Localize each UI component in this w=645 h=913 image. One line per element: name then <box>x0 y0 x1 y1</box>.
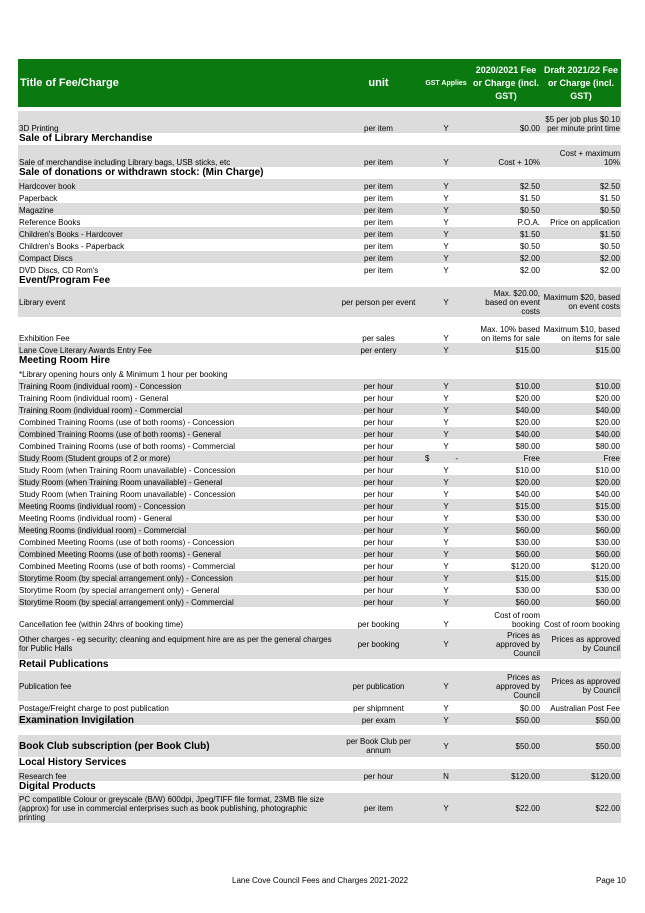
table-row <box>18 321 621 343</box>
fee-2020-2021: $0.50 <box>519 242 540 251</box>
table-row <box>18 343 621 355</box>
gst-applies: Y <box>443 418 449 427</box>
fee-unit: per hour <box>363 562 394 571</box>
gst-applies: Y <box>421 713 471 725</box>
fee-title: Combined Meeting Rooms (use of both rooms) - Commercial <box>19 562 236 571</box>
fee-unit: per hour <box>336 499 421 511</box>
fee-2021-2022: $120.00 <box>541 769 621 781</box>
fee-title: Research fee <box>18 769 336 781</box>
fee-2021-2022: Australian Post Fee <box>550 704 620 713</box>
table-row <box>18 701 621 713</box>
fee-unit: per item <box>336 145 421 167</box>
gst-applies: Y <box>443 394 449 403</box>
table-row <box>18 629 621 659</box>
fee-title: Combined Training Rooms (use of both rooms) - Concession <box>19 418 235 427</box>
fee-2020-2021: $2.00 <box>519 266 540 275</box>
section-heading: Digital Products <box>19 781 96 792</box>
table-row <box>18 287 621 317</box>
table-row <box>18 559 621 571</box>
fee-unit: per hour <box>336 595 421 607</box>
fee-unit: per hour <box>363 514 394 523</box>
gst-applies: Y <box>421 111 471 133</box>
fee-unit: per item <box>336 251 421 263</box>
gst-applies: Y <box>443 562 449 571</box>
section-heading: Local History Services <box>19 757 127 768</box>
table-row <box>18 499 621 511</box>
fee-2020-2021: $60.00 <box>471 547 541 559</box>
fee-unit: per hour <box>336 571 421 583</box>
gst-applies: Y <box>443 266 449 275</box>
header-title: Title of Fee/Charge <box>18 59 336 107</box>
table-row <box>18 671 621 701</box>
table-row <box>18 191 621 203</box>
spacer-row <box>18 725 621 735</box>
fee-2021-2022: $40.00 <box>541 427 621 439</box>
fee-title: Paperback <box>19 194 58 203</box>
fee-2020-2021: $30.00 <box>515 586 540 595</box>
fee-2020-2021: $120.00 <box>471 769 541 781</box>
fee-unit: per item <box>364 242 393 251</box>
fee-unit: per item <box>336 203 421 215</box>
fee-2020-2021: $0.00 <box>471 111 541 133</box>
table-row <box>18 203 621 215</box>
fee-title: Storytime Room (by special arrangement only) - Concession <box>18 571 336 583</box>
gst-applies: Y <box>421 523 471 535</box>
fee-unit: per hour <box>363 394 394 403</box>
fee-2020-2021: $0.50 <box>471 203 541 215</box>
fee-unit: per item <box>336 227 421 239</box>
fee-unit: per item <box>336 111 421 133</box>
fee-title: Storytime Room (by special arrangement only) - General <box>19 586 220 595</box>
table-row <box>18 111 621 133</box>
table-row <box>18 475 621 487</box>
gst-applies: Y <box>421 287 471 317</box>
fee-title: Library event <box>18 287 336 317</box>
fee-title: Study Room (Student groups of 2 or more) <box>18 451 336 463</box>
fee-2020-2021: $120.00 <box>511 562 540 571</box>
fee-2021-2022: Maximum $20, based on event costs <box>541 287 621 317</box>
fee-2021-2022: $0.50 <box>599 242 620 251</box>
gst-applies: Y <box>421 427 471 439</box>
table-row <box>18 607 621 629</box>
gst-applies: Y <box>421 251 471 263</box>
table-row <box>18 535 621 547</box>
fee-unit: per booking <box>357 620 400 629</box>
fee-unit: per person per event <box>336 287 421 317</box>
fee-2021-2022: $120.00 <box>591 562 620 571</box>
fee-title: Meeting Rooms (individual room) - Concession <box>18 499 336 511</box>
fees-table-sheet <box>18 59 621 823</box>
fee-2020-2021: $50.00 <box>471 735 541 757</box>
gst-applies: Y <box>421 403 471 415</box>
fee-title: Lane Cove Literary Awards Entry Fee <box>18 343 336 355</box>
fee-unit: per hour <box>336 769 421 781</box>
fee-title: Meeting Rooms (individual room) - Commercial <box>18 523 336 535</box>
fee-2020-2021: $15.00 <box>471 343 541 355</box>
fee-unit: per item <box>364 266 393 275</box>
fee-title: Combined Training Rooms (use of both rooms) - Commercial <box>19 442 236 451</box>
fee-2020-2021: $30.00 <box>515 538 540 547</box>
fee-2021-2022: $20.00 <box>595 418 620 427</box>
fee-title: PC compatible Colour or greyscale (B/W) 600dpi, Jpeg/TIFF file format, 23MB file size (approx) for use in commercial enterprises such as book publishing, photographic printing <box>18 793 336 823</box>
fee-2021-2022: $30.00 <box>595 586 620 595</box>
table-row <box>18 215 621 227</box>
gst-applies: Y <box>421 793 471 823</box>
table-row <box>18 145 621 167</box>
fee-2020-2021: $30.00 <box>515 514 540 523</box>
table-row <box>18 451 621 463</box>
fee-2020-2021: $15.00 <box>471 571 541 583</box>
fee-2020-2021: $80.00 <box>515 442 540 451</box>
fee-2020-2021: $40.00 <box>471 403 541 415</box>
fee-title: Compact Discs <box>18 251 336 263</box>
table-row <box>18 239 621 251</box>
fees-table <box>18 59 621 823</box>
fee-unit: per hour <box>363 538 394 547</box>
fee-2021-2022: $0.50 <box>541 203 621 215</box>
fee-title: Training Room (individual room) - General <box>19 394 169 403</box>
fee-2020-2021: Prices as approved by Council <box>471 629 541 659</box>
fee-2020-2021: $15.00 <box>471 499 541 511</box>
note-text: *Library opening hours only & Minimum 1 hour per booking <box>19 370 228 379</box>
gst-applies: N <box>421 769 471 781</box>
table-row <box>18 713 621 725</box>
fee-unit: per publication <box>336 671 421 701</box>
gst-applies: Y <box>421 629 471 659</box>
fee-title: Reference Books <box>19 218 81 227</box>
fee-title: Other charges - eg security; cleaning and equipment hire are as per the general charges for Public Halls <box>18 629 336 659</box>
gst-applies: Y <box>443 586 449 595</box>
gst-applies: Y <box>421 145 471 167</box>
gst-applies: Y <box>443 514 449 523</box>
spacer-cell <box>18 725 621 735</box>
fee-2021-2022: $15.00 <box>541 571 621 583</box>
table-row <box>18 263 621 275</box>
table-row <box>18 415 621 427</box>
fee-unit: per hour <box>363 466 394 475</box>
fee-title: Storytime Room (by special arrangement only) - Commercial <box>18 595 336 607</box>
fee-title: DVD Discs, CD Rom's <box>19 266 99 275</box>
table-row <box>18 251 621 263</box>
fee-title: Cancellation fee (within 24hrs of booking time) <box>19 620 184 629</box>
section-heading-row <box>18 757 621 769</box>
table-row <box>18 487 621 499</box>
page-number: Page 10 <box>596 876 626 885</box>
fee-2021-2022: $40.00 <box>595 490 620 499</box>
gst-applies: Y <box>443 620 449 629</box>
fee-2021-2022: Price on application <box>550 218 620 227</box>
gst-applies: Y <box>421 227 471 239</box>
fee-2020-2021: $50.00 <box>471 713 541 725</box>
fee-unit: per entery <box>336 343 421 355</box>
fee-title: Postage/Freight charge to post publication <box>19 704 169 713</box>
gst-applies: Y <box>421 179 471 191</box>
fee-title: Sale of merchandise including Library bags, USB sticks, etc <box>18 145 336 167</box>
fee-2020-2021: Cost of room booking <box>494 611 540 629</box>
section-heading: Retail Publications <box>19 659 109 670</box>
fee-2021-2022: Cost of room booking <box>543 620 620 629</box>
fee-title: Meeting Rooms (individual room) - General <box>19 514 172 523</box>
fee-title: Study Room (when Training Room unavailable) - Concession <box>19 466 236 475</box>
fee-title: Magazine <box>18 203 336 215</box>
section-heading-row <box>18 167 621 179</box>
gst-dash: - <box>455 454 458 463</box>
fee-2021-2022: $1.50 <box>599 194 620 203</box>
header-fee-2021: 2020/2021 Fee or Charge (incl. GST) <box>471 59 541 107</box>
fee-title: Training Room (individual room) - Concession <box>18 379 336 391</box>
gst-applies: Y <box>443 538 449 547</box>
header-gst: GST Applies <box>421 59 471 107</box>
gst-applies: Y <box>421 735 471 757</box>
fee-2021-2022: Cost + maximum 10% <box>541 145 621 167</box>
fee-2020-2021: $40.00 <box>471 427 541 439</box>
gst-applies: Y <box>443 490 449 499</box>
fee-unit: per hour <box>363 490 394 499</box>
fee-unit: per hour <box>336 475 421 487</box>
table-row <box>18 769 621 781</box>
table-row <box>18 571 621 583</box>
gst-applies: Y <box>443 194 449 203</box>
fee-unit: per item <box>336 179 421 191</box>
fee-2020-2021: Prices as approved by Council <box>471 671 541 701</box>
fee-unit: per sales <box>362 334 395 343</box>
fee-title: Study Room (when Training Room unavailable) - General <box>18 475 336 487</box>
header-unit: unit <box>336 59 421 107</box>
gst-applies: Y <box>421 343 471 355</box>
fee-title: Hardcover book <box>18 179 336 191</box>
fee-2020-2021: P.O.A. <box>517 218 540 227</box>
fee-unit: per hour <box>336 523 421 535</box>
table-row <box>18 439 621 451</box>
fee-2021-2022: $50.00 <box>541 735 621 757</box>
fee-title: Exhibition Fee <box>19 334 70 343</box>
fee-unit: per item <box>336 793 421 823</box>
gst-applies: Y <box>421 203 471 215</box>
fee-2021-2022: Free <box>541 451 621 463</box>
fee-2020-2021: $1.50 <box>471 227 541 239</box>
fee-2021-2022: $60.00 <box>541 595 621 607</box>
section-heading-row <box>18 659 621 671</box>
fee-unit: per Book Club per annum <box>336 735 421 757</box>
fee-2021-2022: $15.00 <box>541 499 621 511</box>
fee-2021-2022: $10.00 <box>595 466 620 475</box>
fee-2020-2021: $2.50 <box>471 179 541 191</box>
fee-unit: per hour <box>363 418 394 427</box>
gst-applies: Y <box>421 475 471 487</box>
fee-2021-2022: Maximum $10, based on items for sale <box>543 325 620 343</box>
fee-2021-2022: $22.00 <box>541 793 621 823</box>
fee-2021-2022: $60.00 <box>541 547 621 559</box>
table-row <box>18 511 621 523</box>
gst-applies: Y <box>443 442 449 451</box>
table-row <box>18 523 621 535</box>
fee-unit: per hour <box>336 547 421 559</box>
gst-applies: Y <box>443 218 449 227</box>
gst-applies: Y <box>443 704 449 713</box>
fee-2021-2022: $2.00 <box>541 251 621 263</box>
fee-2020-2021: $60.00 <box>471 523 541 535</box>
gst-applies: Y <box>443 334 449 343</box>
fee-2021-2022: $60.00 <box>541 523 621 535</box>
fee-unit: per item <box>364 218 393 227</box>
fee-2020-2021: Max. $20.00, based on event costs <box>471 287 541 317</box>
table-row <box>18 583 621 595</box>
fee-title: Training Room (individual room) - Commercial <box>18 403 336 415</box>
fee-2021-2022: $30.00 <box>595 514 620 523</box>
fee-title: Book Club subscription (per Book Club) <box>18 735 336 757</box>
fee-unit: per hour <box>336 379 421 391</box>
fee-unit: per hour <box>363 586 394 595</box>
gst-applies: Y <box>421 571 471 583</box>
fee-2020-2021: $10.00 <box>471 379 541 391</box>
gst-applies <box>421 451 471 463</box>
footer-text: Lane Cove Council Fees and Charges 2021-2022 <box>232 876 409 885</box>
section-heading: Sale of donations or withdrawn stock: (Min Charge) <box>19 167 264 178</box>
fee-title: Study Room (when Training Room unavailable) - Concession <box>19 490 236 499</box>
gst-applies: Y <box>421 547 471 559</box>
fee-2021-2022: $1.50 <box>541 227 621 239</box>
gst-applies: Y <box>421 499 471 511</box>
fee-title: Examination Invigilation <box>18 713 336 725</box>
fee-2021-2022: $2.00 <box>599 266 620 275</box>
fee-unit: per hour <box>336 451 421 463</box>
fee-2021-2022: $15.00 <box>541 343 621 355</box>
fee-2020-2021: $20.00 <box>515 394 540 403</box>
fee-title: Combined Training Rooms (use of both rooms) - General <box>18 427 336 439</box>
fee-2020-2021: $0.00 <box>519 704 540 713</box>
table-row <box>18 179 621 191</box>
fee-2020-2021: $40.00 <box>515 490 540 499</box>
fee-2020-2021: $10.00 <box>515 466 540 475</box>
fee-2021-2022: $80.00 <box>595 442 620 451</box>
fee-title: Publication fee <box>18 671 336 701</box>
gst-applies: Y <box>421 379 471 391</box>
gst-applies: Y <box>443 466 449 475</box>
table-body <box>18 107 621 823</box>
fee-2021-2022: $50.00 <box>541 713 621 725</box>
table-row <box>18 227 621 239</box>
fee-2020-2021: Free <box>471 451 541 463</box>
section-heading-row <box>18 355 621 367</box>
table-row <box>18 547 621 559</box>
fee-2021-2022: $30.00 <box>595 538 620 547</box>
fee-2021-2022: Prices as approved by Council <box>541 629 621 659</box>
section-heading-row <box>18 781 621 793</box>
fee-2020-2021: $2.00 <box>471 251 541 263</box>
fee-title: Combined Meeting Rooms (use of both rooms) - General <box>18 547 336 559</box>
fee-2020-2021: Cost + 10% <box>471 145 541 167</box>
fee-unit: per exam <box>336 713 421 725</box>
fee-2020-2021: $1.50 <box>519 194 540 203</box>
gst-applies: Y <box>421 595 471 607</box>
note-row <box>18 367 621 379</box>
fee-2021-2022: Prices as approved by Council <box>541 671 621 701</box>
section-heading: Meeting Room Hire <box>19 355 111 366</box>
fee-unit: per shipmnent <box>353 704 404 713</box>
fee-2020-2021: Max. 10% based on items for sale <box>480 325 540 343</box>
table-row <box>18 793 621 823</box>
fee-unit: per hour <box>336 427 421 439</box>
fee-2020-2021: $22.00 <box>471 793 541 823</box>
fee-unit: per hour <box>363 442 394 451</box>
fee-2021-2022: $2.50 <box>541 179 621 191</box>
gst-currency: $ <box>425 454 430 463</box>
fee-unit: per item <box>364 194 393 203</box>
section-heading-row <box>18 133 621 145</box>
fee-2021-2022: $10.00 <box>541 379 621 391</box>
section-heading: Sale of Library Merchandise <box>19 133 153 144</box>
fee-2021-2022: $5 per job plus $0.10 per minute print time <box>541 111 621 133</box>
table-row <box>18 379 621 391</box>
fee-title: Children's Books - Hardcover <box>18 227 336 239</box>
gst-applies: Y <box>443 242 449 251</box>
fee-unit: per booking <box>336 629 421 659</box>
fee-2021-2022: $20.00 <box>541 475 621 487</box>
gst-applies: Y <box>421 671 471 701</box>
fee-unit: per hour <box>336 403 421 415</box>
table-row <box>18 595 621 607</box>
section-heading-row <box>18 275 621 287</box>
table-header-row <box>18 59 621 107</box>
section-heading: Event/Program Fee <box>19 275 111 286</box>
table-row <box>18 391 621 403</box>
table-row <box>18 735 621 757</box>
table-row <box>18 427 621 439</box>
fee-title: Children's Books - Paperback <box>19 242 125 251</box>
header-fee-2022: Draft 2021/22 Fee or Charge (incl. GST) <box>541 59 621 107</box>
fee-2020-2021: $60.00 <box>471 595 541 607</box>
fee-title: Combined Meeting Rooms (use of both rooms) - Concession <box>19 538 235 547</box>
fee-2021-2022: $40.00 <box>541 403 621 415</box>
fee-title: 3D Printing <box>18 111 336 133</box>
fee-2020-2021: $20.00 <box>515 418 540 427</box>
fee-2021-2022: $20.00 <box>595 394 620 403</box>
table-row <box>18 403 621 415</box>
table-row <box>18 463 621 475</box>
fee-2020-2021: $20.00 <box>471 475 541 487</box>
